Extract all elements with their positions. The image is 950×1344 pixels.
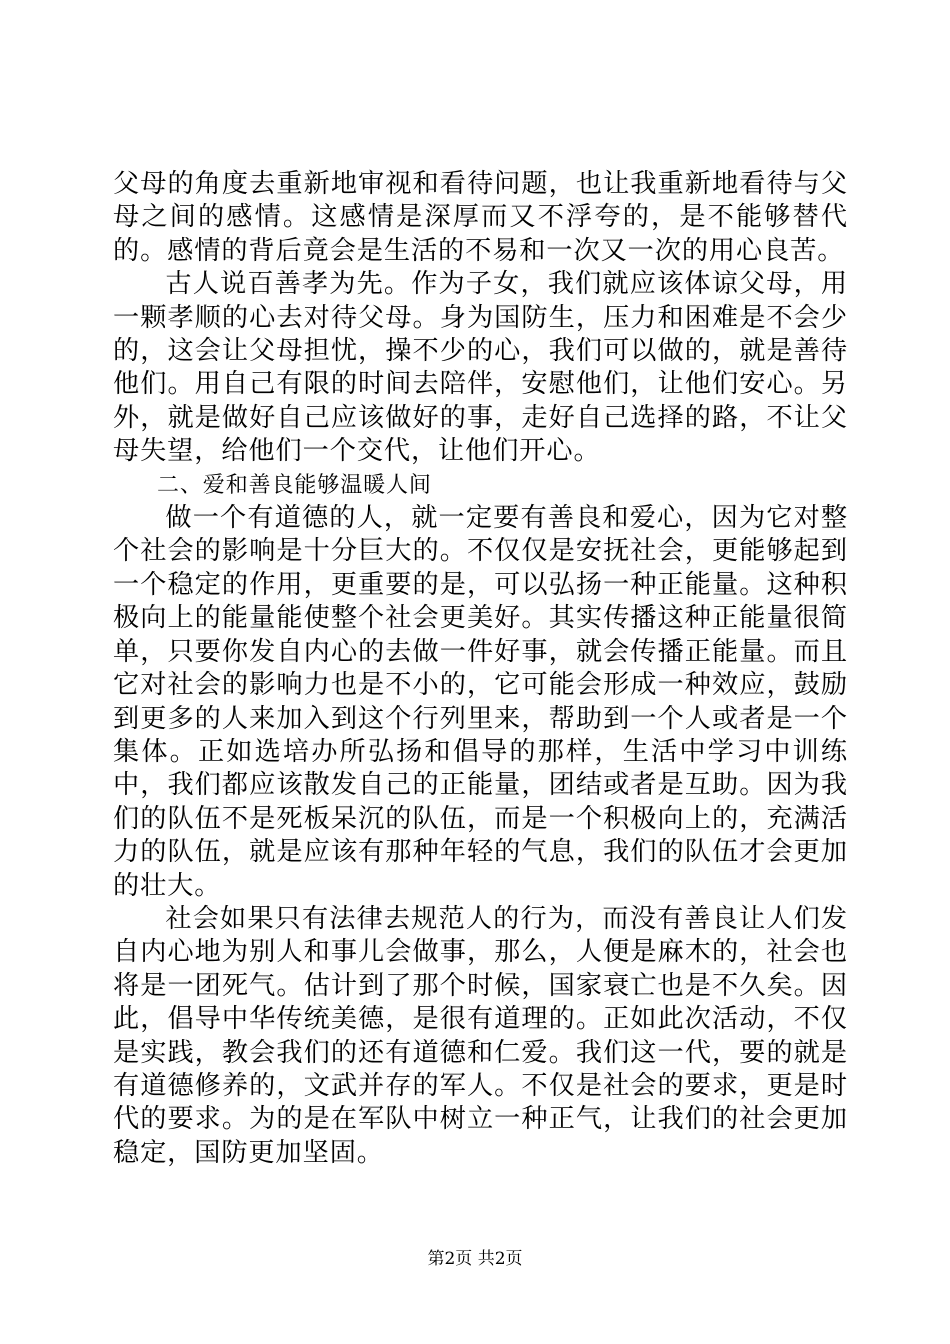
section-heading: 二、爱和善良能够温暖人间 (157, 472, 432, 498)
paragraph-filial-piety: 古人说百善孝为先。作为子女，我们就应该体谅父母，用一颗孝顺的心去对待父母。身为国防生，压力和困难是不会少的，这会让父母担忧，操不少的心，我们可以做的，就是善待他们。用自己有限的时间去陪伴，安慰他们，让他们安心。另外，就是做好自己应该做好的事，走好自己选择的路，不让父母失望，给他们一个交代，让他们开心。 (113, 269, 848, 467)
page-footer: 第2页 共2页 (427, 1249, 523, 1269)
paragraph-continuation: 父母的角度去重新地审视和看待问题，也让我重新地看待与父母之间的感情。这感情是深厚而又不浮夸的，是不能够替代的。感情的背后竟会是生活的不易和一次又一次的用心良苦。 (113, 169, 848, 266)
document-body (113, 168, 848, 1170)
paragraph-morality: 社会如果只有法律去规范人的行为，而没有善良让人们发自内心地为别人和事儿会做事，那么，人便是麻木的，社会也将是一团死气。估计到了那个时候，国家衰亡也是不久矣。因此，倡导中华传统美德，是很有道理的。正如此次活动，不仅是实践，教会我们的还有道德和仁爱。我们这一代，要的就是有道德修养的，文武并存的军人。不仅是社会的要求，更是时代的要求。为的是在军队中树立一种正气，让我们的社会更加稳定，国防更加坚固。 (113, 903, 848, 1168)
paragraph-positive-energy: 做一个有道德的人，就一定要有善良和爱心，因为它对整个社会的影响是十分巨大的。不仅仅是安抚社会，更能够起到一个稳定的作用，更重要的是，可以弘扬一种正能量。这种积极向上的能量能使整个社会更美好。其实传播这种正能量很简单，只要你发自内心的去做一件好事，就会传播正能量。而且它对社会的影响力也是不小的，它可能会形成一种效应，鼓励到更多的人来加入到这个行列里来，帮助到一个人或者是一个集体。正如选培办所弘扬和倡导的那样，生活中学习中训练中，我们都应该散发自己的正能量，团结或者是互助。因为我们的队伍不是死板呆沉的队伍，而是一个积极向上的，充满活力的队伍，就是应该有那种年轻的气息，我们的队伍才会更加的壮大。 (113, 503, 848, 901)
